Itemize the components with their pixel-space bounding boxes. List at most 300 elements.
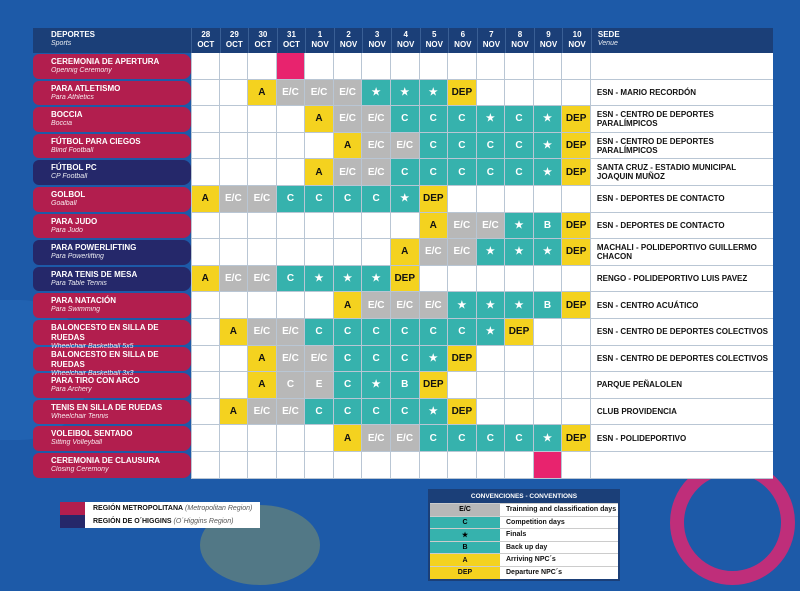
convention-key: C [430,517,500,529]
schedule-cell [220,239,249,266]
sport-label [33,267,191,292]
table-header [33,28,773,53]
schedule-cell [277,452,306,479]
sport-label [33,81,191,106]
cell-code: A [343,432,352,444]
schedule-cell [220,53,249,80]
sport-name-en: Wheelchair Basketball 5x5 [51,342,134,350]
cell-code: DEP [451,406,473,418]
cell-code: C [343,326,352,338]
schedule-cell [191,106,220,133]
schedule-cell [477,425,506,452]
schedule-cell [391,159,420,186]
sport-name-es: CEREMONIA DE APERTURA [51,57,160,66]
schedule-cell [305,213,334,240]
cell-code: ★ [428,406,438,418]
schedule-cell [562,425,591,452]
sport-label [33,107,191,132]
cell-code: C [515,166,523,178]
schedule-cell [334,159,363,186]
cell-code: DEP [565,219,587,231]
sport-name-en: Para Table Tennis [51,279,107,287]
region-swatch [60,502,85,515]
cell-code: ★ [371,273,381,285]
sport-name-en: Para Powerlifting [51,253,104,261]
cell-code: ★ [514,219,524,231]
convention-desc: Trainning and classification days [506,506,617,513]
schedule-cell [362,239,391,266]
schedule-cell [505,266,534,293]
schedule-cell [477,452,506,479]
schedule-cell [391,425,420,452]
schedule-cell [534,186,563,213]
schedule-cell [248,425,277,452]
table-row [33,80,773,107]
schedule-cell [391,186,420,213]
schedule-cell [534,372,563,399]
convention-desc: Competition days [506,518,565,526]
schedule-cell [534,159,563,186]
schedule-cell [505,452,534,479]
schedule-cell [305,186,334,213]
cell-code: E/C [339,166,356,178]
schedule-cell [562,372,591,399]
schedule-cell-ceremony [534,452,563,479]
schedule-cell [334,53,363,80]
venue-cell: ESN - CENTRO DE DEPORTES COLECTIVOS [591,319,773,346]
cell-code: C [372,193,380,205]
schedule-cell [562,133,591,160]
cell-code: C [401,406,409,418]
schedule-cell [562,292,591,319]
schedule-cell [391,292,420,319]
schedule-cell [334,425,363,452]
schedule-cell [334,80,363,107]
schedule-table [33,28,773,479]
date-month: NOV [511,40,529,49]
cell-code: E/C [253,193,271,205]
sport-label [33,160,191,185]
schedule-cell [562,346,591,373]
schedule-cell [448,239,477,266]
cell-code: B [543,299,552,311]
cell-code: DEP [508,326,530,338]
schedule-cell [220,425,249,452]
cell-code: E/C [310,352,328,364]
schedule-cell [220,186,249,213]
schedule-cell [391,266,420,293]
schedule-cell [305,425,334,452]
schedule-cell [448,53,477,80]
cell-code: C [315,193,323,205]
schedule-cell [448,266,477,293]
cell-code: E [315,379,323,391]
cell-code: C [458,166,466,178]
schedule-cell [391,319,420,346]
schedule-cell [220,372,249,399]
schedule-cell [534,319,563,346]
sport-name-en: Para Swimming [51,306,101,314]
schedule-cell [277,425,306,452]
date-month: NOV [425,40,443,49]
sport-name-es: FÚTBOL PARA CIEGOS [51,136,141,146]
date-day: 30 [258,30,268,39]
sport-name-es: PARA TENIS DE MESA [51,269,138,279]
schedule-cell [420,53,449,80]
schedule-cell [305,53,334,80]
convention-key: DEP [430,567,500,579]
cell-code: DEP [565,246,587,258]
schedule-cell [505,346,534,373]
cell-code: E/C [339,113,356,125]
venue-cell: ESN - POLIDEPORTIVO [591,425,773,452]
region-legend-item [60,515,260,528]
cell-code: ★ [457,299,467,311]
sport-label [33,54,191,79]
cell-code: C [515,140,523,152]
cell-code: DEP [451,86,473,98]
cell-code: DEP [565,299,587,311]
venue-cell: ESN - CENTRO DE DEPORTES PARALÍMPICOS [591,106,773,133]
schedule-cell [534,266,563,293]
cell-code: E/C [424,299,442,311]
date-day: 9 [546,30,551,39]
venue-cell: PARQUE PEÑALOLEN [591,372,773,399]
schedule-cell [305,239,334,266]
sport-name-en: CP Football [51,173,88,181]
cell-code: E/C [310,86,328,98]
cell-code: E/C [339,86,356,98]
cell-code: ★ [543,113,553,125]
cell-code: C [515,432,523,444]
date-headers [191,28,591,53]
cell-code: ★ [485,326,495,338]
cell-code: DEP [423,379,444,391]
date-day: 7 [489,30,494,39]
schedule-cell [477,319,506,346]
venue-column-header [591,28,773,53]
schedule-cell [448,159,477,186]
schedule-cell [420,452,449,479]
cell-code: C [286,193,295,205]
cell-code: A [343,140,352,152]
cell-code: DEP [565,432,587,444]
schedule-cell [334,239,363,266]
schedule-cell [277,159,306,186]
table-row [33,399,773,426]
schedule-cell [477,292,506,319]
cell-code: DEP [423,193,444,205]
date-month: NOV [339,40,358,49]
venue-cell: ESN - CENTRO DE DEPORTES COLECTIVOS [591,346,773,373]
table-row [33,53,773,80]
schedule-cell [191,186,220,213]
schedule-cell [448,213,477,240]
schedule-cell [448,372,477,399]
cell-code: E/C [424,246,442,258]
schedule-cell [562,452,591,479]
date-header [220,28,249,53]
schedule-cell [191,239,220,266]
schedule-cell [562,53,591,80]
sport-name-es: PARA ATLETISMO [51,83,121,93]
cell-code: ★ [400,86,410,98]
schedule-cell [505,159,534,186]
schedule-cell [334,106,363,133]
sport-name-en: Boccia [51,120,73,128]
date-header [305,28,334,53]
date-header [248,28,277,53]
cell-code: A [258,86,266,98]
cell-code: C [343,379,352,391]
schedule-cell [534,346,563,373]
cell-code: E/C [253,273,271,285]
sport-label [33,453,191,478]
schedule-cell [334,372,363,399]
venue-cell: ESN - CENTRO DE DEPORTES PARALÍMPICOS [591,133,773,160]
schedule-cell [334,452,363,479]
region-name-en: (Metropolitan Region) [185,505,253,512]
cell-code: ★ [543,166,553,178]
venue-cell: ESN - DEPORTES DE CONTACTO [591,186,773,213]
sport-name-es: TENIS EN SILLA DE RUEDAS [51,402,163,412]
sport-label [33,426,191,451]
schedule-cell [505,133,534,160]
schedule-cell [248,372,277,399]
date-day: 4 [403,30,408,39]
schedule-cell [248,266,277,293]
schedule-cell [448,425,477,452]
cell-code: C [486,140,495,152]
schedule-cell [534,292,563,319]
cell-code: ★ [400,193,410,205]
date-header [420,28,449,53]
schedule-cell [362,266,391,293]
convention-desc: Finals [506,531,527,539]
schedule-cell [334,399,363,426]
schedule-cell [305,399,334,426]
schedule-cell [420,372,449,399]
venue-cell [591,53,773,80]
schedule-cell-ceremony [277,53,306,80]
date-day: 6 [460,30,466,39]
cell-code: E/C [367,166,385,178]
schedule-cell [391,239,420,266]
sport-label [33,293,191,318]
cell-code: E/C [225,273,242,285]
schedule-cell [477,346,506,373]
date-day: 28 [201,30,211,39]
date-header [505,28,534,53]
cell-code: E/C [282,86,299,98]
sport-name-es: VOLEIBOL SENTADO [51,429,133,439]
date-day: 8 [517,30,523,39]
schedule-cell [448,452,477,479]
cell-code: ★ [428,352,438,364]
cell-code: C [458,140,466,152]
sports-column-header [33,28,191,53]
schedule-cell [220,399,249,426]
cell-code: E/C [253,326,271,338]
schedule-cell [305,133,334,160]
schedule-cell [477,186,506,213]
schedule-cell [362,372,391,399]
schedule-cell [448,80,477,107]
schedule-cell [505,186,534,213]
cell-code: C [372,352,380,364]
schedule-cell [420,80,449,107]
schedule-cell [391,106,420,133]
region-name-es: REGIÓN DE O´HIGGINS [93,518,172,525]
convention-desc: Back up day [506,543,548,551]
schedule-cell [334,319,363,346]
cell-code: E/C [396,140,414,152]
schedule-cell [362,213,391,240]
region-name-es: REGIÓN METROPOLITANA [93,505,184,512]
schedule-cell [191,399,220,426]
schedule-cell [248,53,277,80]
schedule-cell [505,399,534,426]
cell-code: C [343,352,352,364]
sport-name-es: GOLBOL [51,189,86,199]
cell-code: ★ [314,273,324,285]
cell-code: A [315,113,323,125]
cell-code: A [201,273,209,285]
sport-label [33,134,191,159]
schedule-cell [562,213,591,240]
schedule-cell [420,425,449,452]
schedule-cell [448,106,477,133]
cell-code: C [458,326,466,338]
schedule-cell [477,80,506,107]
cell-code: E/C [282,326,299,338]
schedule-cell [248,239,277,266]
date-day: 29 [229,30,239,39]
schedule-cell [448,346,477,373]
schedule-cell [391,452,420,479]
convention-key: A [430,554,500,566]
date-month: OCT [225,40,243,49]
schedule-cell [248,186,277,213]
schedule-cell [362,425,391,452]
venue-cell: RENGO - POLIDEPORTIVO LUIS PAVEZ [591,266,773,293]
schedule-cell [220,452,249,479]
schedule-cell [505,319,534,346]
cell-code: ★ [485,113,495,125]
region-name-en: (O´Higgins Region) [173,518,234,525]
convention-item [430,541,618,554]
table-body [33,53,773,479]
cell-code: C [372,406,380,418]
schedule-cell [362,159,391,186]
schedule-cell [505,80,534,107]
schedule-cell [248,346,277,373]
schedule-cell [562,186,591,213]
schedule-cell [248,399,277,426]
schedule-cell [277,399,306,426]
cell-code: C [486,166,495,178]
date-month: NOV [368,40,386,49]
cell-code: C [486,432,495,444]
schedule-cell [362,53,391,80]
convention-item [430,553,618,566]
venue-header-es: SEDE [597,30,620,39]
schedule-cell [562,159,591,186]
convention-key: B [430,542,500,554]
cell-code: ★ [514,246,524,258]
table-row [33,186,773,213]
cell-code: ★ [543,432,553,444]
schedule-cell [362,346,391,373]
date-month: OCT [197,40,215,49]
cell-code: C [372,326,380,338]
table-row [33,319,773,350]
schedule-cell [391,80,420,107]
schedule-cell [362,133,391,160]
schedule-cell [305,346,334,373]
cell-code: C [401,166,409,178]
schedule-cell [534,213,563,240]
venue-cell: MACHALI - POLIDEPORTIVO GUILLERMO CHACON [591,239,773,266]
sport-label [33,240,191,265]
sport-name-en: Wheelchair Tennis [51,412,109,420]
schedule-cell [305,452,334,479]
schedule-cell [277,319,306,346]
table-row [33,239,773,266]
cell-code: A [429,219,437,231]
schedule-cell [448,186,477,213]
schedule-cell [562,239,591,266]
schedule-cell [562,106,591,133]
table-row [33,452,773,479]
convention-item [430,566,618,579]
cell-code: E/C [396,299,414,311]
convention-key: ★ [430,529,500,541]
schedule-cell [248,319,277,346]
schedule-cell [477,133,506,160]
schedule-cell [562,266,591,293]
schedule-cell [477,399,506,426]
schedule-cell [477,213,506,240]
cell-code: C [458,432,466,444]
schedule-cell [277,186,306,213]
schedule-cell [220,346,249,373]
schedule-cell [420,239,449,266]
cell-code: C [429,166,437,178]
schedule-cell [334,266,363,293]
schedule-cell [362,80,391,107]
sport-name-es: FÚTBOL PC [51,163,97,173]
schedule-cell [505,213,534,240]
schedule-cell [248,106,277,133]
table-row [33,133,773,160]
schedule-cell [191,292,220,319]
cell-code: A [401,246,409,258]
cell-code: E/C [367,113,385,125]
cell-code: A [229,326,237,338]
cell-code: E/C [253,406,271,418]
schedule-cell [534,106,563,133]
schedule-cell [562,319,591,346]
cell-code: ★ [371,379,381,391]
schedule-cell [191,372,220,399]
sport-name-es: BALONCESTO EN SILLA DE RUEDAS [51,322,159,342]
schedule-cell [391,53,420,80]
region-legend-item [60,502,260,515]
region-swatch [60,515,85,528]
cell-code: E/C [367,140,385,152]
cell-code: A [258,379,266,391]
